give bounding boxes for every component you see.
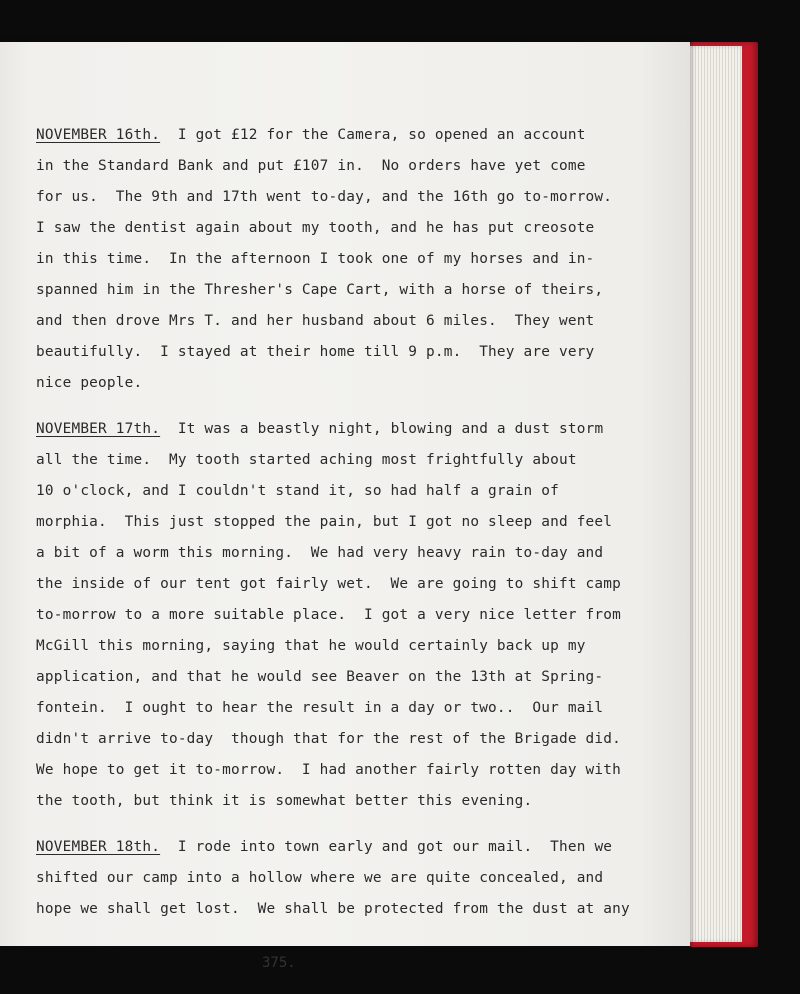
entry-gap: [36, 817, 676, 832]
page-edges: [684, 46, 742, 942]
entry-text-line: the tooth, but think it is somewhat better this evening.: [36, 793, 533, 809]
entry-first-line: [36, 832, 676, 863]
entry-text-line: didn't arrive to-day though that for the rest of the Brigade did.: [36, 731, 622, 747]
entry-text-line: a bit of a worm this morning. We had very heavy rain to-day and: [36, 545, 604, 561]
entry-text-line: all the time. My tooth started aching most frightfully about: [36, 452, 577, 468]
entry-text-line: spanned him in the Thresher's Cape Cart, with a horse of theirs,: [36, 282, 604, 298]
entry-text-line: fontein. I ought to hear the result in a day or two.. Our mail: [36, 700, 604, 716]
entry-first-line: [36, 120, 676, 151]
entry-text-line: beautifully. I stayed at their home till 9 p.m. They are very: [36, 344, 595, 360]
entry-text-line: in the Standard Bank and put £107 in. No orders have yet come: [36, 158, 586, 174]
entry-heading: NOVEMBER 17th.: [36, 421, 161, 437]
entry-heading: NOVEMBER 18th.: [36, 839, 161, 855]
entry-text-line: I rode into town early and got our mail. Then we: [160, 839, 613, 855]
entry-first-line: [36, 414, 676, 445]
entry-text-line: We hope to get it to-morrow. I had another fairly rotten day with: [36, 762, 622, 778]
entry-text-line: McGill this morning, saying that he would certainly back up my: [36, 638, 586, 654]
entry-text-line: application, and that he would see Beaver on the 13th at Spring-: [36, 669, 604, 685]
entry-text-line: shifted our camp into a hollow where we are quite concealed, and: [36, 870, 604, 886]
entry-text-line: 10 o'clock, and I couldn't stand it, so had half a grain of: [36, 483, 559, 499]
entry-text-line: in this time. In the afternoon I took one of my horses and in-: [36, 251, 595, 267]
entry-text-line: to-morrow to a more suitable place. I got a very nice letter from: [36, 607, 622, 623]
entry-text-line: for us. The 9th and 17th went to-day, and the 16th go to-morrow.: [36, 189, 613, 205]
diary-text: [36, 120, 676, 925]
entry-text-line: the inside of our tent got fairly wet. We are going to shift camp: [36, 576, 622, 592]
entry-text-line: morphia. This just stopped the pain, but I got no sleep and feel: [36, 514, 613, 530]
entry-gap: [36, 399, 676, 414]
entry-text-line: and then drove Mrs T. and her husband about 6 miles. They went: [36, 313, 595, 329]
entry-heading: NOVEMBER 16th.: [36, 127, 161, 143]
entry-text-line: I saw the dentist again about my tooth, and he has put creosote: [36, 220, 595, 236]
diary-page: [0, 42, 690, 971]
page-number: 375.: [262, 955, 296, 971]
entry-text-line: nice people.: [36, 375, 143, 391]
entry-text-line: It was a beastly night, blowing and a dust storm: [160, 421, 604, 437]
entry-text-line: hope we shall get lost. We shall be protected from the dust at any: [36, 901, 630, 917]
entry-text-line: I got £12 for the Camera, so opened an account: [160, 127, 586, 143]
